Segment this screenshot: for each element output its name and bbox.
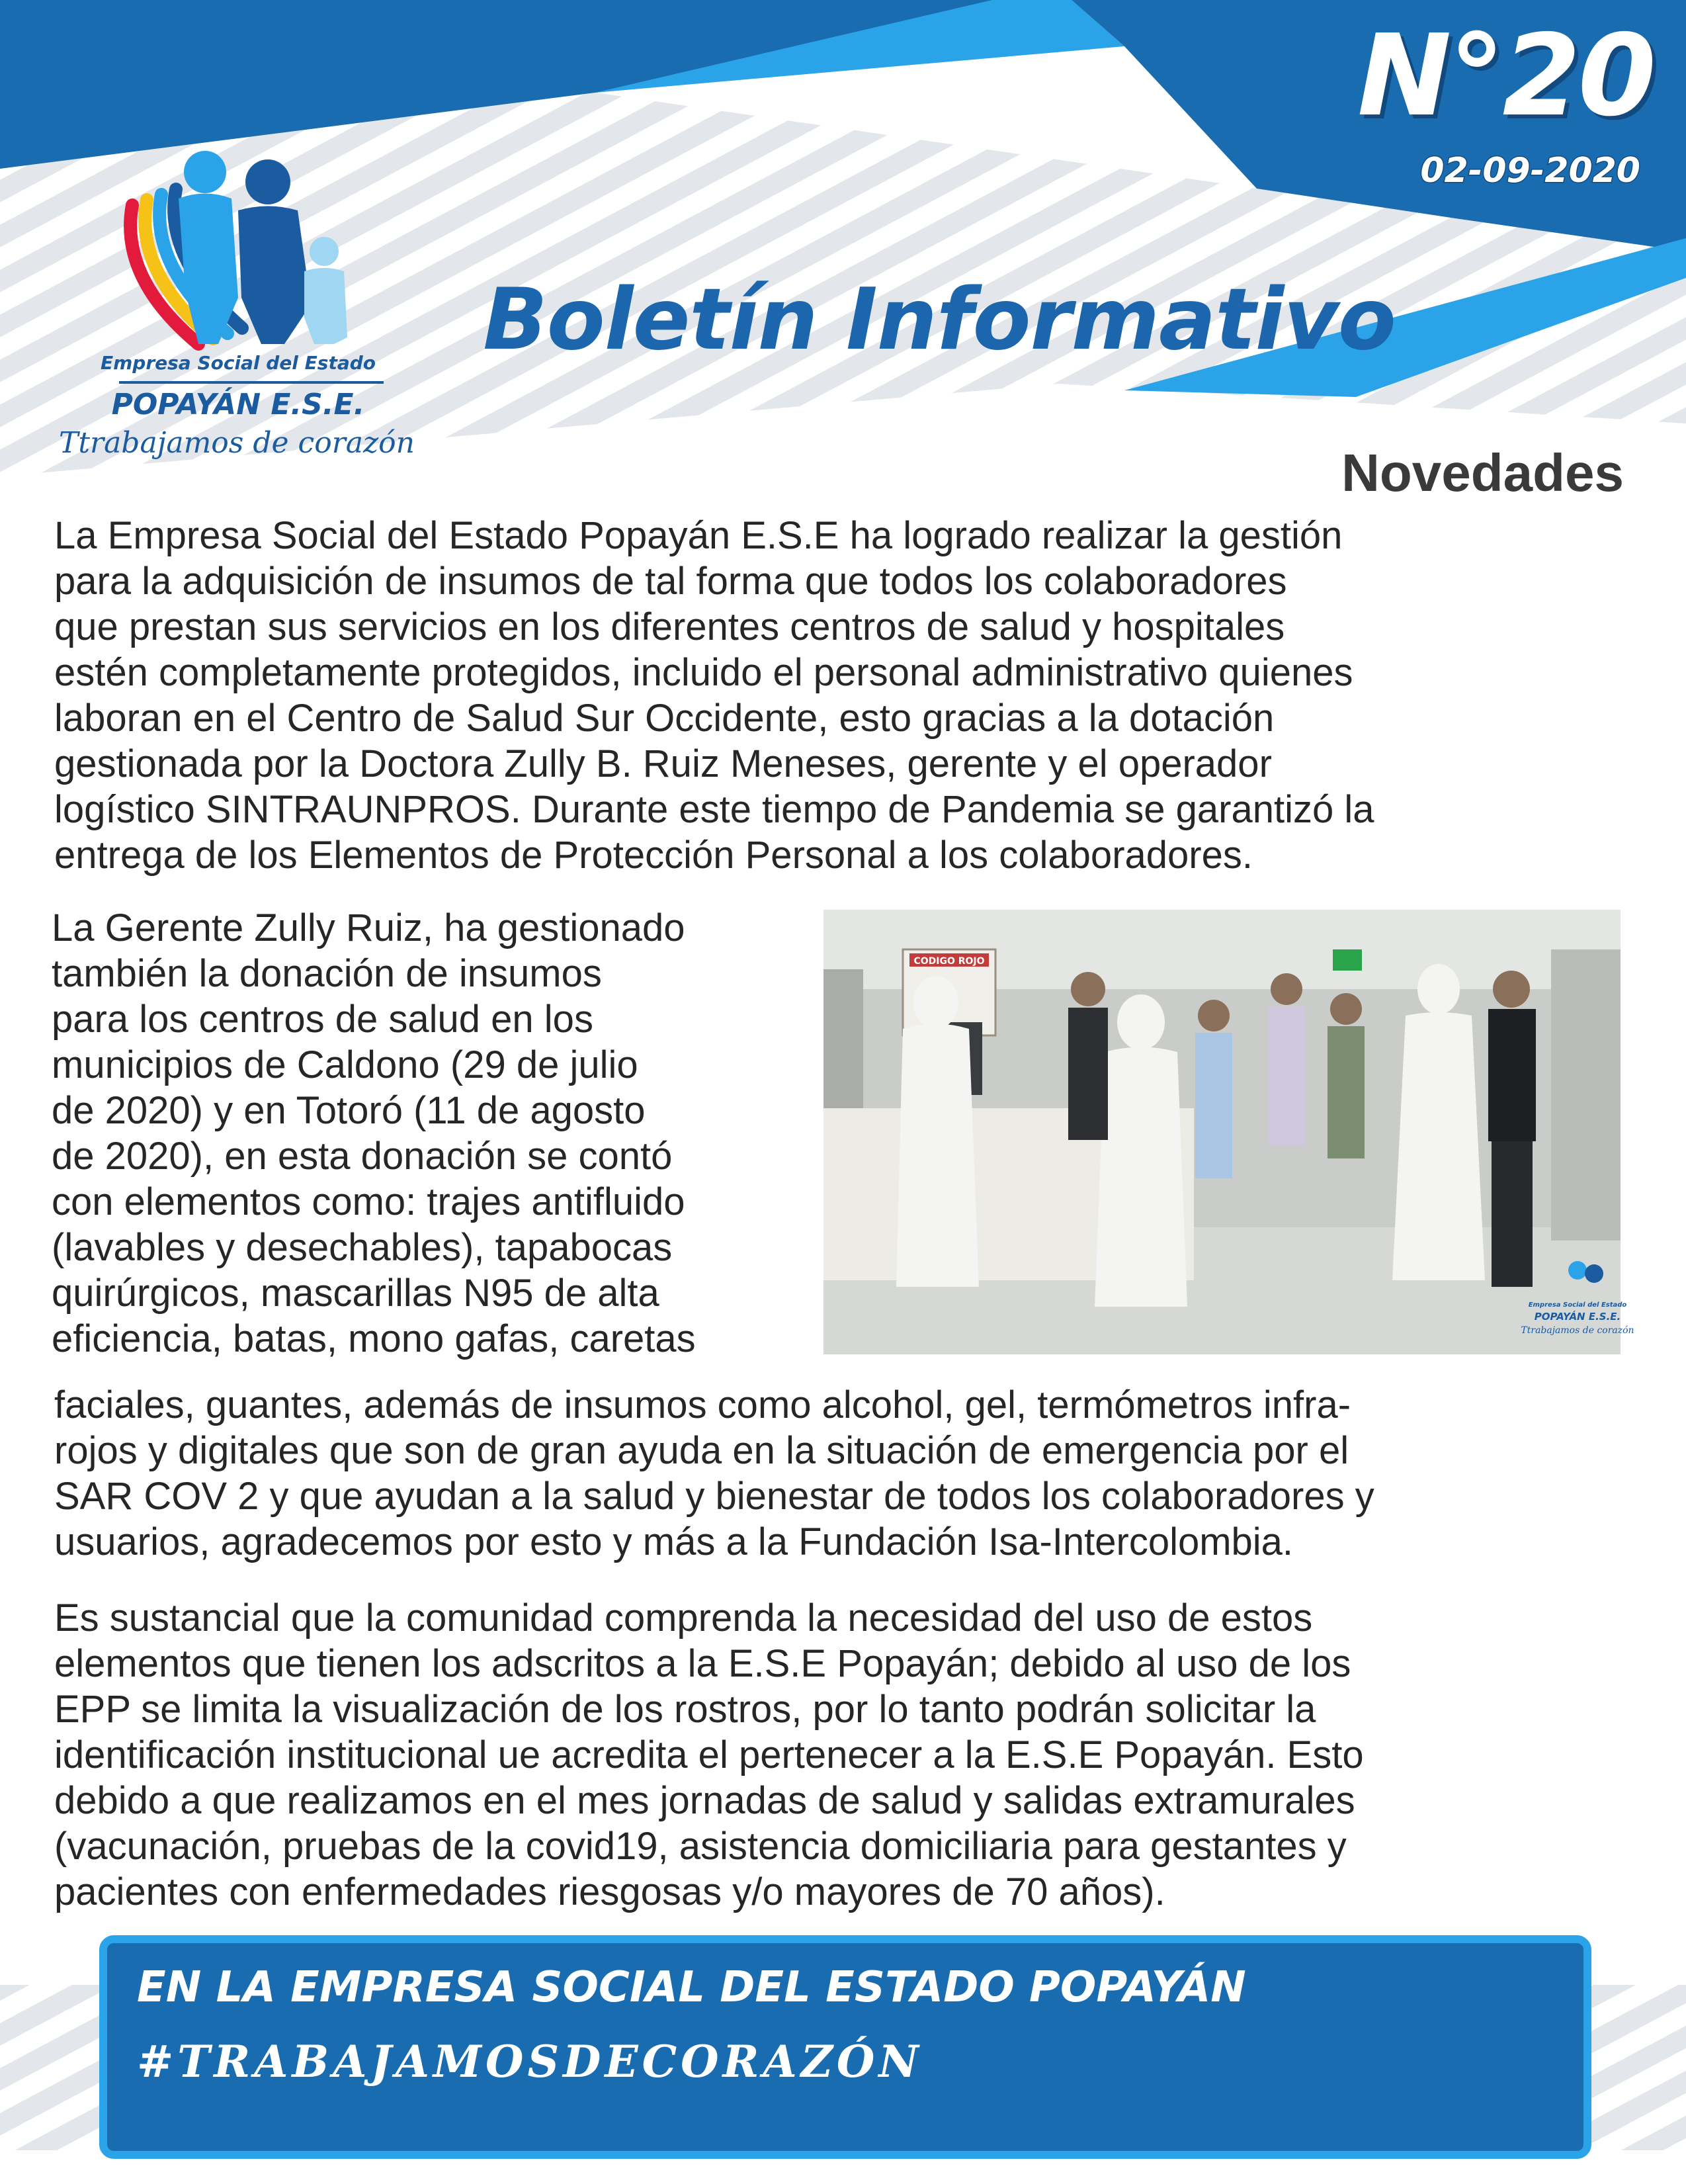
- paragraph-line: de 2020) y en Totoró (11 de agosto: [52, 1089, 646, 1132]
- issue-date: 02-09-2020: [1420, 151, 1640, 191]
- paragraph-line: para los centros de salud en los: [52, 998, 593, 1041]
- logo-line-1: Empresa Social del Estado: [100, 352, 376, 374]
- paragraph-line: elementos que tienen los adscritos a la E.S.E Popayán; debido al uso de los: [54, 1642, 1351, 1685]
- paragraph-2: [52, 905, 812, 1362]
- photo-watermark-line-1: Empresa Social del Estado: [1528, 1301, 1627, 1309]
- paragraph-1: [54, 513, 1623, 878]
- photo-sign-text: CODIGO ROJO: [913, 956, 985, 967]
- paragraph-line: también la donación de insumos: [52, 952, 602, 995]
- footer-banner: [99, 1935, 1591, 2159]
- paragraph-3: [54, 1595, 1623, 1915]
- paragraph-line: estén completamente protegidos, incluido el personal administrativo quienes: [54, 651, 1353, 694]
- paragraph-line: debido a que realizamos en el mes jornadas de salud y salidas extramurales: [54, 1779, 1355, 1822]
- paragraph-line: para la adquisición de insumos de tal forma que todos los colaboradores: [54, 560, 1287, 603]
- paragraph-line: de 2020), en esta donación se contó: [52, 1135, 673, 1178]
- paragraph-line: entrega de los Elementos de Protección Personal a los colaboradores.: [54, 834, 1253, 877]
- logo-slogan: Ttrabajamos de corazón: [59, 426, 415, 460]
- paragraph-line: quirúrgicos, mascarillas N95 de alta: [52, 1272, 659, 1315]
- footer-slogan: EN LA EMPRESA SOCIAL DEL ESTADO POPAYÁN: [137, 1963, 1246, 2012]
- paragraph-line: La Empresa Social del Estado Popayán E.S.E ha logrado realizar la gestión: [54, 514, 1343, 557]
- paragraph-line: laboran en el Centro de Salud Sur Occidente, esto gracias a la dotación: [54, 697, 1275, 740]
- staff-photo-illustration: [823, 910, 1634, 1354]
- photo-watermark-line-2: POPAYÁN E.S.E.: [1534, 1311, 1621, 1323]
- paragraph-line: SAR COV 2 y que ayudan a la salud y bienestar de todos los colaboradores y: [54, 1475, 1374, 1518]
- paragraph-line: gestionada por la Doctora Zully B. Ruiz Meneses, gerente y el operador: [54, 742, 1272, 785]
- issue-number: N°20: [1357, 11, 1654, 142]
- paragraph-line: municipios de Caldono (29 de julio: [52, 1043, 638, 1086]
- staff-photo: [823, 910, 1634, 1354]
- paragraph-line: Es sustancial que la comunidad comprenda la necesidad del uso de estos: [54, 1596, 1313, 1639]
- paragraph-line: pacientes con enfermedades riesgosas y/o mayores de 70 años).: [54, 1870, 1165, 1913]
- paragraph-2-continued: [54, 1382, 1623, 1565]
- bulletin-title: Boletín Informativo: [483, 271, 1396, 369]
- footer-hashtag: #TRABAJAMOSDECORAZÓN: [137, 2036, 923, 2087]
- logo-line-2: POPAYÁN E.S.E.: [111, 388, 365, 421]
- paragraph-line: logístico SINTRAUNPROS. Durante este tiempo de Pandemia se garantizó la: [54, 788, 1374, 831]
- photo-watermark-line-3: Ttrabajamos de corazón: [1521, 1325, 1634, 1336]
- paragraph-line: La Gerente Zully Ruiz, ha gestionado: [52, 906, 685, 949]
- paragraph-line: usuarios, agradecemos por esto y más a la Fundación Isa-Intercolombia.: [54, 1520, 1294, 1563]
- logo-divider: [119, 381, 384, 384]
- paragraph-line: (vacunación, pruebas de la covid19, asistencia domiciliaria para gestantes y: [54, 1825, 1347, 1868]
- paragraph-line: rojos y digitales que son de gran ayuda en la situación de emergencia por el: [54, 1429, 1349, 1472]
- paragraph-line: faciales, guantes, además de insumos como alcohol, gel, termómetros infra-: [54, 1383, 1351, 1426]
- paragraph-line: que prestan sus servicios en los diferentes centros de salud y hospitales: [54, 605, 1285, 648]
- paragraph-line: con elementos como: trajes antifluido: [52, 1180, 685, 1223]
- paragraph-line: eficiencia, batas, mono gafas, caretas: [52, 1317, 696, 1360]
- section-heading: Novedades: [1341, 443, 1624, 502]
- paragraph-line: identificación institucional ue acredita el pertenecer a la E.S.E Popayán. Esto: [54, 1733, 1364, 1776]
- paragraph-line: (lavables y desechables), tapabocas: [52, 1226, 673, 1269]
- family-icon: [106, 146, 384, 351]
- paragraph-line: EPP se limita la visualización de los rostros, por lo tanto podrán solicitar la: [54, 1688, 1316, 1731]
